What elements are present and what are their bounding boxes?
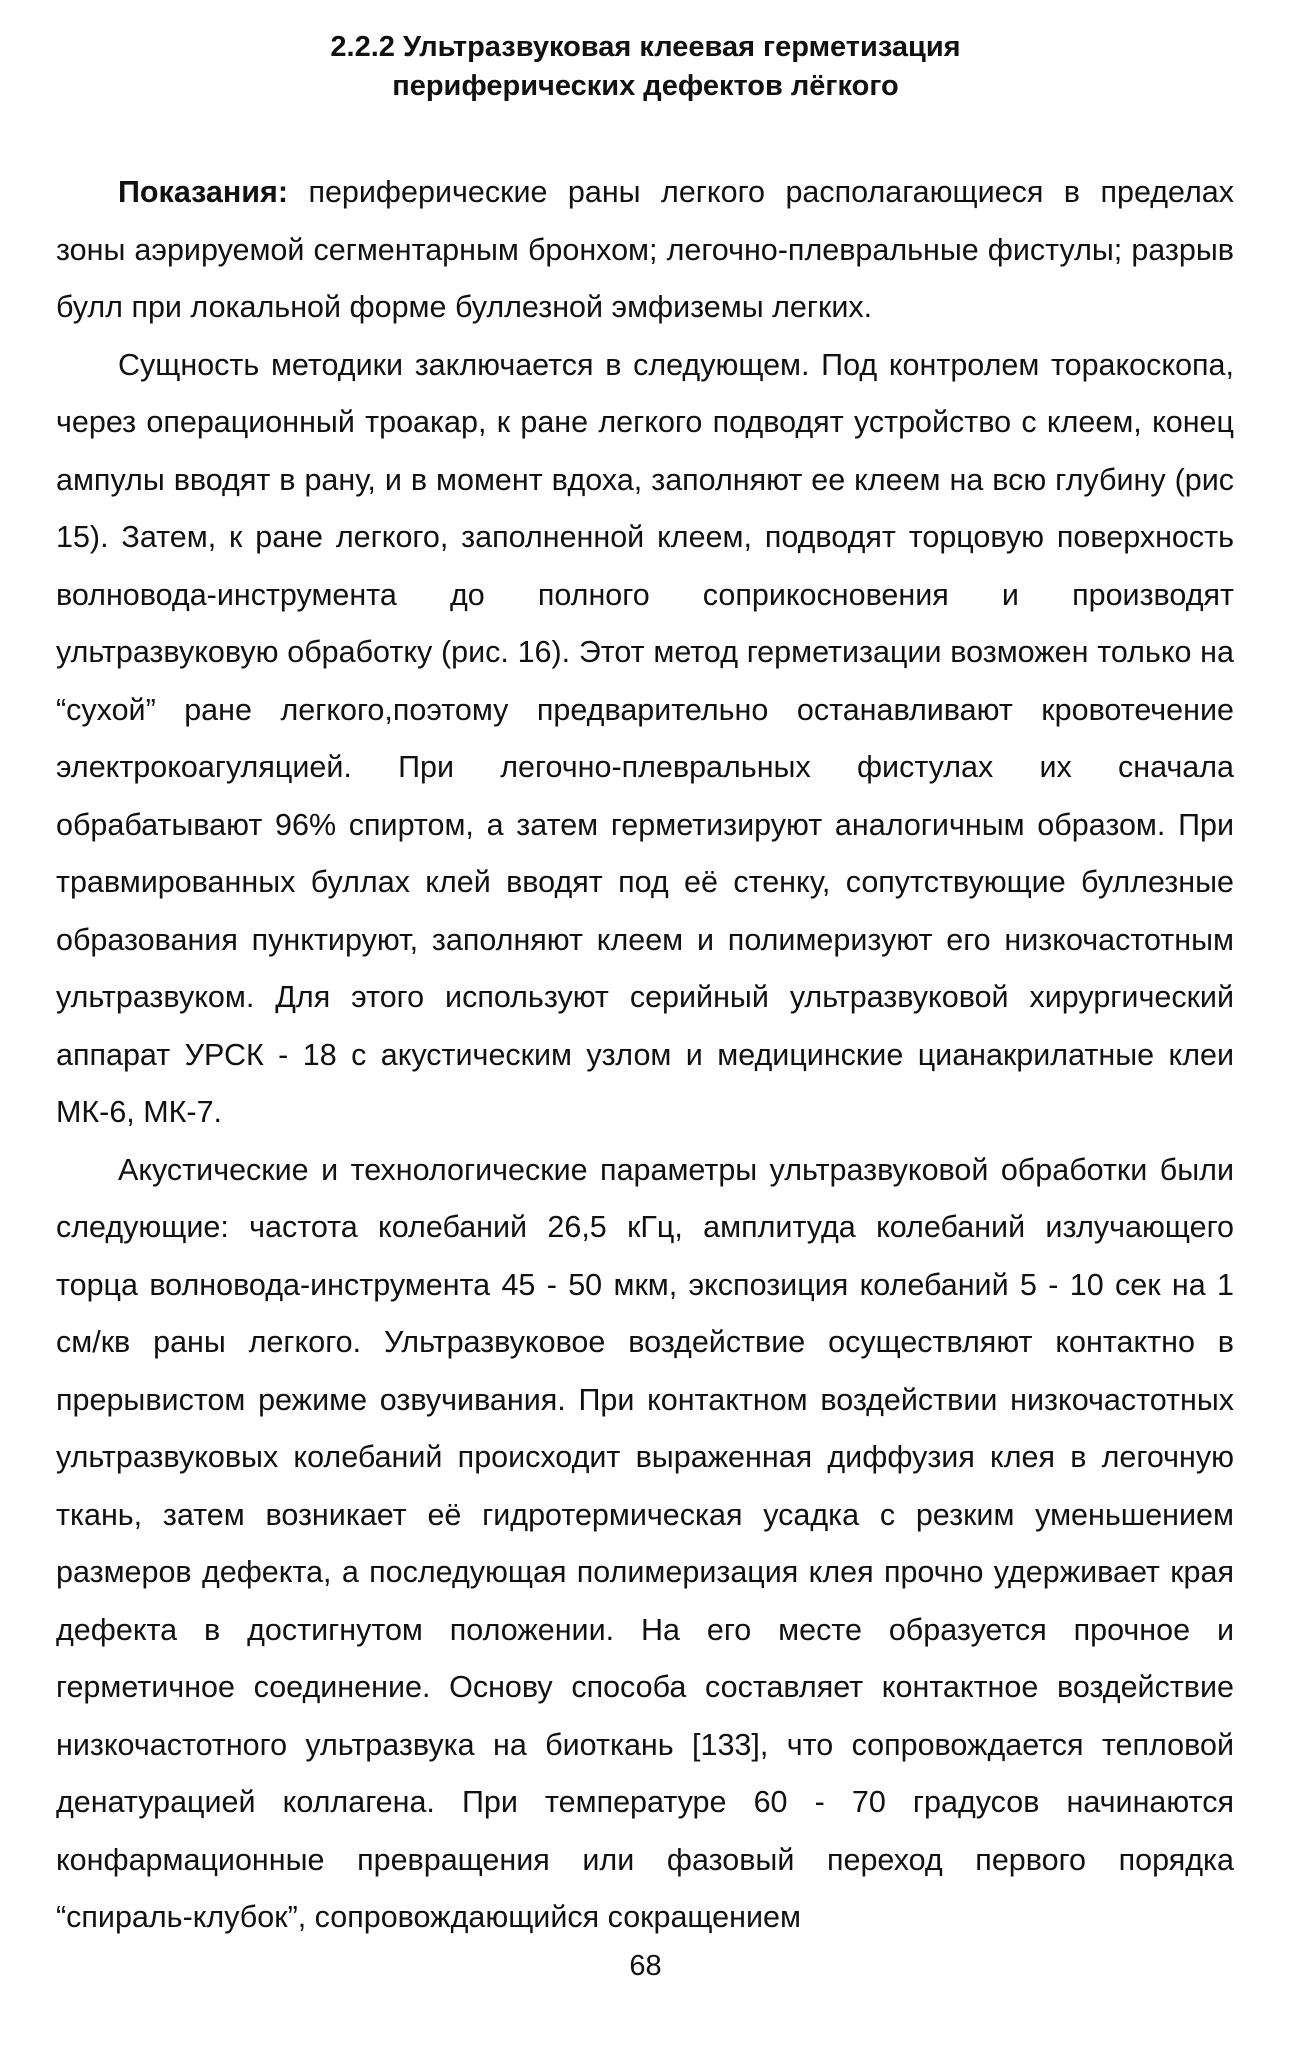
paragraph-indications [56, 164, 1234, 337]
body-text [56, 164, 1234, 1947]
indications-label: Показания: [118, 175, 288, 209]
indications-text: периферические раны легкого располагающиеся в пределах зоны аэрируемой сегментарным бронхом; легочно-плевральные фистулы; разрыв булл при локальной форме буллезной эмфиземы легких. [56, 175, 1234, 324]
section-heading [0, 28, 1291, 106]
page-number: 68 [629, 1950, 662, 1982]
section-heading-line-1: 2.2.2 Ультразвуковая клеевая герметизация [330, 31, 961, 63]
section-heading-line-2: периферических дефектов лёгкого [392, 70, 899, 102]
paragraph-parameters: Акустические и технологические параметры ультразвуковой обработки были следующие: частота колебаний 26,5 кГц, амплитуда колебаний излучающего торца волновода-инструмента 45 - 50 мкм, экспозиция колебаний 5 - 10 сек на 1 см/кв раны легкого. Ультразвуковое воздействие осуществляют контактно в прерывистом режиме озвучивания. При контактном воздействии низкочастотных ультразвуковых колебаний происходит выраженная диффузия клея в легочную ткань, затем возникает её гидротермическая усадка с резким уменьшением размеров дефекта, а последующая полимеризация клея прочно удерживает края дефекта в достигнутом положении. На его месте образуется прочное и герметичное соединение. Основу способа составляет контактное воздействие низкочастотного ультразвука на биоткань [133], что сопровождается тепловой денатурацией коллагена. При температуре 60 - 70 градусов начинаются конфармационные превращения или фазовый переход первого порядка “спираль-клубок”, сопровождающийся сокращением [56, 1152, 1234, 1934]
paragraph-method: Сущность методики заключается в следующем. Под контролем торакоскопа, через операционный троакар, к ране легкого подводят устройство с клеем, конец ампулы вводят в рану, и в момент вдоха, заполняют ее клеем на всю глубину (рис 15). Затем, к ране легкого, заполненной клеем, подводят торцовую поверхность волновода-инструмента до полного соприкосновения и производят ультразвуковую обработку (рис. 16). Этот метод герметизации возможен только на “сухой” ране легкого,поэтому предварительно останавливают кровотечение электрокоагуляцией. При легочно-плевральных фистулах их сначала обрабатывают 96% спиртом, а затем герметизируют аналогичным образом. При травмированных буллах клей вводят под её стенку, сопутствующие буллезные образования пунктируют, заполняют клеем и полимеризуют его низкочастотным ультразвуком. Для этого используют серийный ультразвуковой хирургический аппарат УРСК - 18 с акустическим узлом и медицинские цианакрилатные клеи МК-6, МК-7. [56, 347, 1234, 1129]
